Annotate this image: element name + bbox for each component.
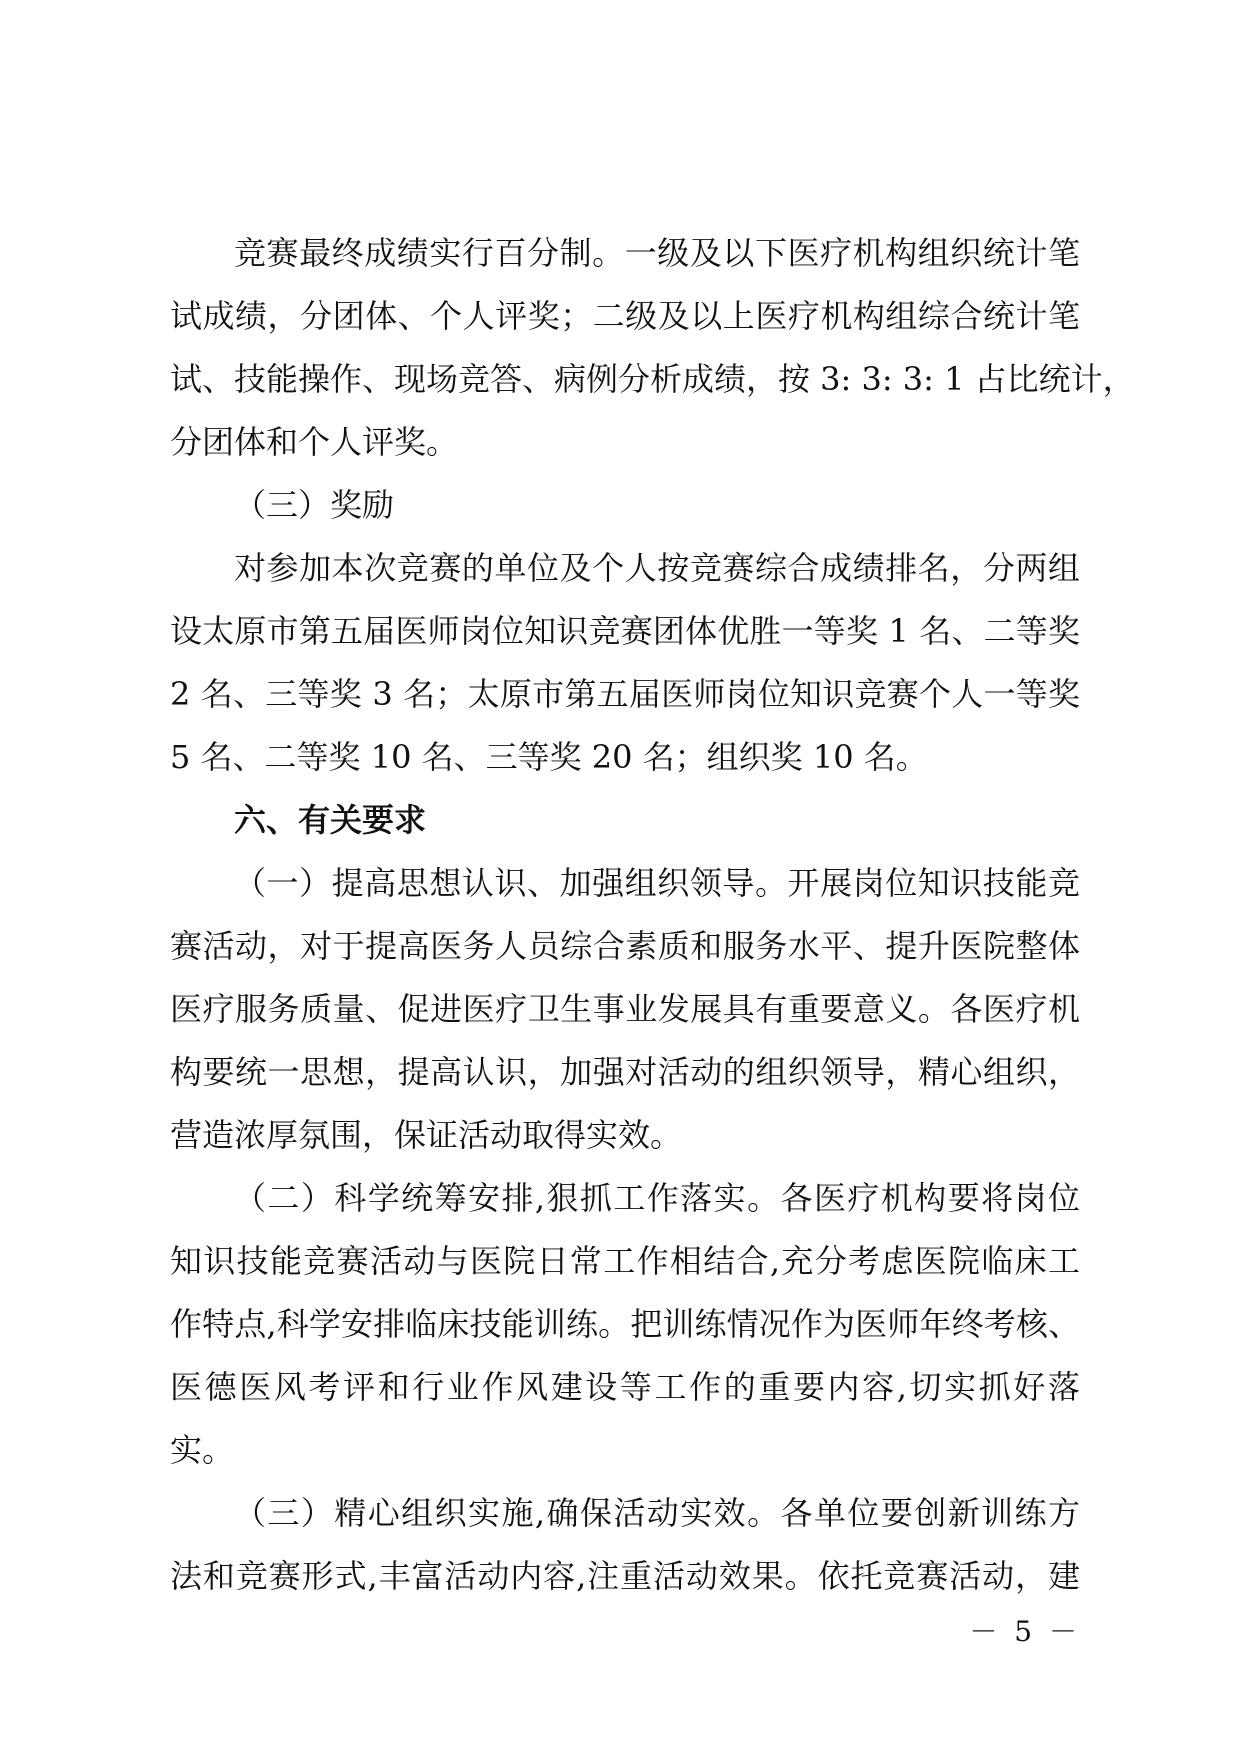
paragraph-line: 竞赛最终成绩实行百分制。一级及以下医疗机构组织统计笔: [234, 234, 1080, 272]
paragraph-line: 分团体和个人评奖。: [170, 423, 459, 461]
paragraph-line: 医德医风考评和行业作风建设等工作的重要内容,切实抓好落: [170, 1368, 1080, 1406]
paragraph-line: （三）精心组织实施,确保活动实效。各单位要创新训练方: [234, 1494, 1080, 1532]
paragraph-line: 对参加本次竞赛的单位及个人按竞赛综合成绩排名，分两组: [234, 549, 1080, 587]
paragraph-line: 试成绩，分团体、个人评奖；二级及以上医疗机构组综合统计笔: [170, 297, 1080, 335]
paragraph-line: （一）提高思想认识、加强组织领导。开展岗位知识技能竞: [234, 864, 1080, 902]
paragraph-line: 法和竞赛形式,丰富活动内容,注重活动效果。依托竞赛活动，建: [170, 1557, 1080, 1595]
paragraph-line: 赛活动，对于提高医务人员综合素质和服务水平、提升医院整体: [170, 927, 1080, 965]
paragraph-line: 构要统一思想，提高认识，加强对活动的组织领导，精心组织，: [170, 1053, 1080, 1091]
paragraph-line: 5 名、二等奖 10 名、三等奖 20 名；组织奖 10 名。: [170, 738, 928, 776]
page-number: － 5 －: [969, 1615, 1081, 1648]
section-heading: 六、有关要求: [234, 801, 427, 839]
paragraph-line: 知识技能竞赛活动与医院日常工作相结合,充分考虑医院临床工: [170, 1242, 1080, 1280]
paragraph-line: 医疗服务质量、促进医疗卫生事业发展具有重要意义。各医疗机: [170, 990, 1080, 1028]
section-subheading: （三）奖励: [234, 486, 395, 524]
paragraph-line: 设太原市第五届医师岗位知识竞赛团体优胜一等奖 1 名、二等奖: [170, 612, 1080, 650]
paragraph-line: 营造浓厚氛围，保证活动取得实效。: [170, 1116, 683, 1154]
paragraph-line: 实。: [170, 1431, 235, 1469]
paragraph-line: 试、技能操作、现场竞答、病例分析成绩，按 3: 3: 3: 1 占比统计，: [170, 360, 1135, 398]
body-text: [170, 222, 1135, 1608]
paragraph-line: 2 名、三等奖 3 名；太原市第五届医师岗位知识竞赛个人一等奖: [170, 675, 1080, 713]
paragraph-line: （二）科学统筹安排,狠抓工作落实。各医疗机构要将岗位: [234, 1179, 1080, 1217]
paragraph-line: 作特点,科学安排临床技能训练。把训练情况作为医师年终考核、: [170, 1305, 1080, 1343]
